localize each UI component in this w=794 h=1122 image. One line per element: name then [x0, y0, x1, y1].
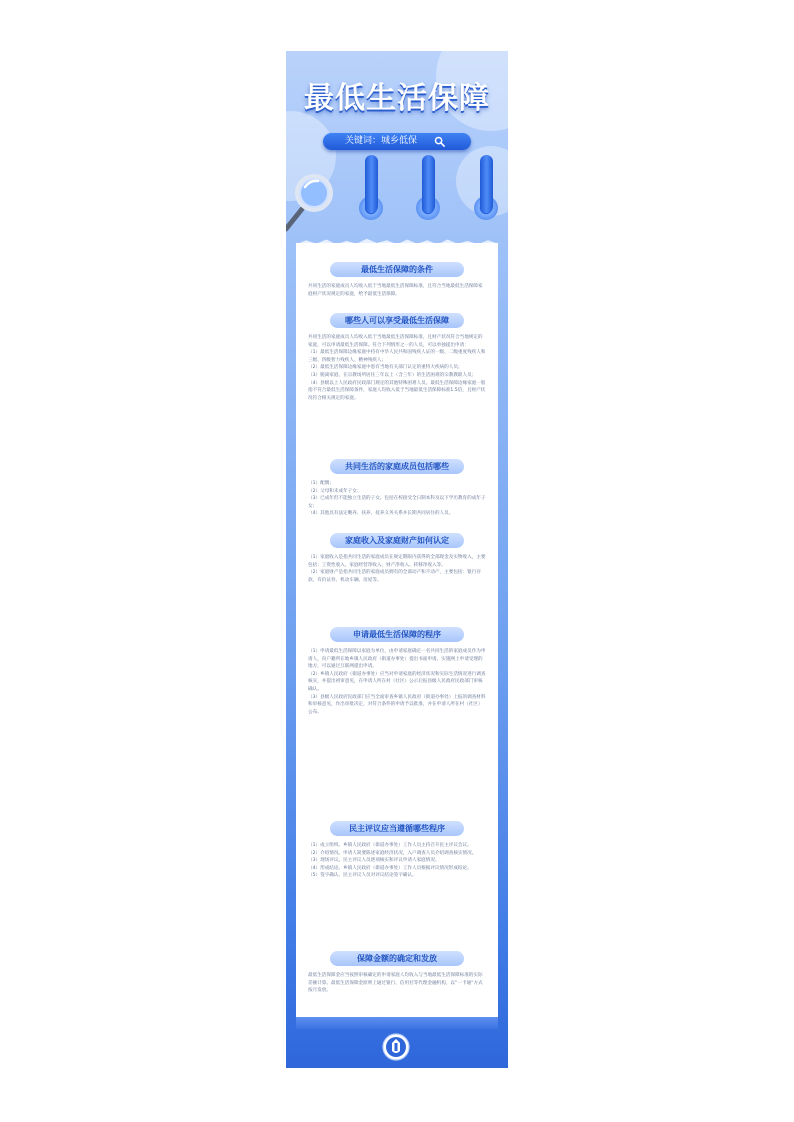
magnifier-icon — [286, 169, 340, 239]
section-body — [308, 648, 486, 716]
civil-affairs-emblem-icon — [382, 1033, 410, 1061]
paper-bottom-band — [296, 1017, 498, 1029]
section-eligible-people — [308, 313, 486, 402]
section-democratic-review — [308, 821, 486, 880]
section-heading: 家庭收入及家庭财产如何认定 — [330, 533, 464, 548]
paragraph: （3）脱离家庭、在宗教场所居住三年以上（含三年）的生活困难的宗教教职人员； — [308, 372, 477, 378]
section-body — [308, 972, 486, 995]
section-heading: 申请最低生活保障的程序 — [330, 627, 464, 642]
binder-ring — [480, 155, 493, 213]
section-application-procedure — [308, 627, 486, 716]
paragraph: （4）其他具有法定赡养、扶养、抚养义务关系并长期共同居住的人员。 — [308, 511, 454, 517]
paragraph: （2）父母和未成年子女； — [308, 488, 362, 494]
section-family-members — [308, 459, 486, 518]
section-body — [308, 283, 486, 298]
poster — [286, 51, 508, 1068]
search-bar[interactable] — [323, 133, 471, 150]
section-body — [308, 480, 486, 518]
section-conditions — [308, 262, 486, 298]
paragraph: （4）形成结论。乡镇人民政府（街道办事处）工作人员根据评议情况形成结论。 — [308, 865, 472, 871]
paragraph: （2）乡镇人民政府（街道办事处）应当对申请家庭的经济状况和实际生活情况进行调查核实，并提出初审意见，在申请人所在村（社区）公示后报县级人民政府民政部门审核确认。 — [308, 671, 486, 692]
paragraph: 最低生活保障金应当按照审核确定的申请家庭人均收入与当地最低生活保障标准的实际差额计算。最低生活保障金原则上通过银行、信用社等代理金融机构，以“一卡通”方式按月发放。 — [308, 973, 483, 994]
paragraph: （2）介绍情况。申请人简要陈述家庭经济状况，入户调查人员介绍调查核实情况。 — [308, 850, 477, 856]
paragraph: （1）配偶； — [308, 481, 334, 486]
binder-ring — [365, 155, 378, 213]
paragraph: （1）成立组织。乡镇人民政府（街道办事处）工作人员主持召开民主评议会议。 — [308, 843, 472, 848]
page-title: 最低生活保障 — [304, 81, 490, 116]
paragraph: （1）最低生活保障边缘家庭中持有中华人民共和国残疾人证的一级、二级重度残疾人和三级、四级智力残疾人、精神残疾人； — [308, 350, 486, 363]
paragraph: 共同生活的家庭成员人均收入低于当地最低生活保障标准，且符合当地最低生活保障家庭财产状况规定的家庭，给予最低生活保障。 — [308, 284, 483, 297]
paragraph: （1）申请最低生活保障以家庭为单位，由申请家庭确定一名共同生活的家庭成员作为申请人，向户籍所在地乡镇人民政府（街道办事处）提出书面申请。实施网上申请受理的地方，可以通过互联网提出申请。 — [308, 649, 486, 670]
section-body — [308, 842, 486, 880]
paragraph: （3）现场评议。民主评议人员逐项核实和评议申请人家庭情况。 — [308, 858, 440, 864]
binder-ring — [422, 155, 435, 213]
paragraph: 共同生活的家庭成员人均收入低于当地最低生活保障标准，且财产状况符合当地规定的家庭，可以申请最低生活保障。符合下列情形之一的人员，可以单独提出申请： — [308, 335, 483, 348]
paragraph: （4）县级以上人民政府民政部门规定的其他特殊困难人员。最低生活保障边缘家庭一般指不符合最低生活保障条件，家庭人均收入低于当地最低生活保障标准1.5倍，且财产状况符合相关规定的家庭。 — [308, 380, 486, 401]
paragraph: （3）县级人民政府民政部门应当全面审查乡镇人民政府（街道办事处）上报的调查材料和审核意见，作出审批决定，对符合条件的申请予以批准，并在申请人所在村（社区）公布。 — [308, 694, 486, 715]
search-keyword: 关键词：城乡低保 — [345, 136, 418, 146]
paragraph: （3）已成年但不能独立生活的子女，包括在校接受全日制本科及以下学历教育的成年子女； — [308, 496, 486, 509]
section-payment — [308, 951, 486, 995]
section-body — [308, 334, 486, 402]
section-heading: 哪些人可以享受最低生活保障 — [330, 313, 464, 328]
paragraph: （2）最低生活保障边缘家庭中患有当地有关部门认定的重特大疾病的人员； — [308, 365, 463, 371]
search-icon[interactable] — [434, 136, 445, 147]
section-income-assets — [308, 533, 486, 584]
paragraph: （1）家庭收入是指共同生活的家庭成员在规定期限内获得的全部现金及实物收入，主要包括：工资性收入、家庭经营净收入、财产净收入、转移净收入等。 — [308, 555, 486, 568]
paragraph: （5）签字确认。民主评议人员对评议结论签字确认。 — [308, 873, 417, 879]
section-heading: 最低生活保障的条件 — [330, 262, 464, 277]
section-heading: 民主评议应当遵循哪些程序 — [330, 821, 464, 836]
section-body — [308, 554, 486, 584]
section-heading: 保障金额的确定和发放 — [330, 951, 464, 966]
section-heading: 共同生活的家庭成员包括哪些 — [330, 459, 464, 474]
paragraph: （2）家庭财产是指共同生活的家庭成员拥有的全部动产和不动产，主要包括：银行存款、有价证券、机动车辆、房屋等。 — [308, 570, 481, 583]
